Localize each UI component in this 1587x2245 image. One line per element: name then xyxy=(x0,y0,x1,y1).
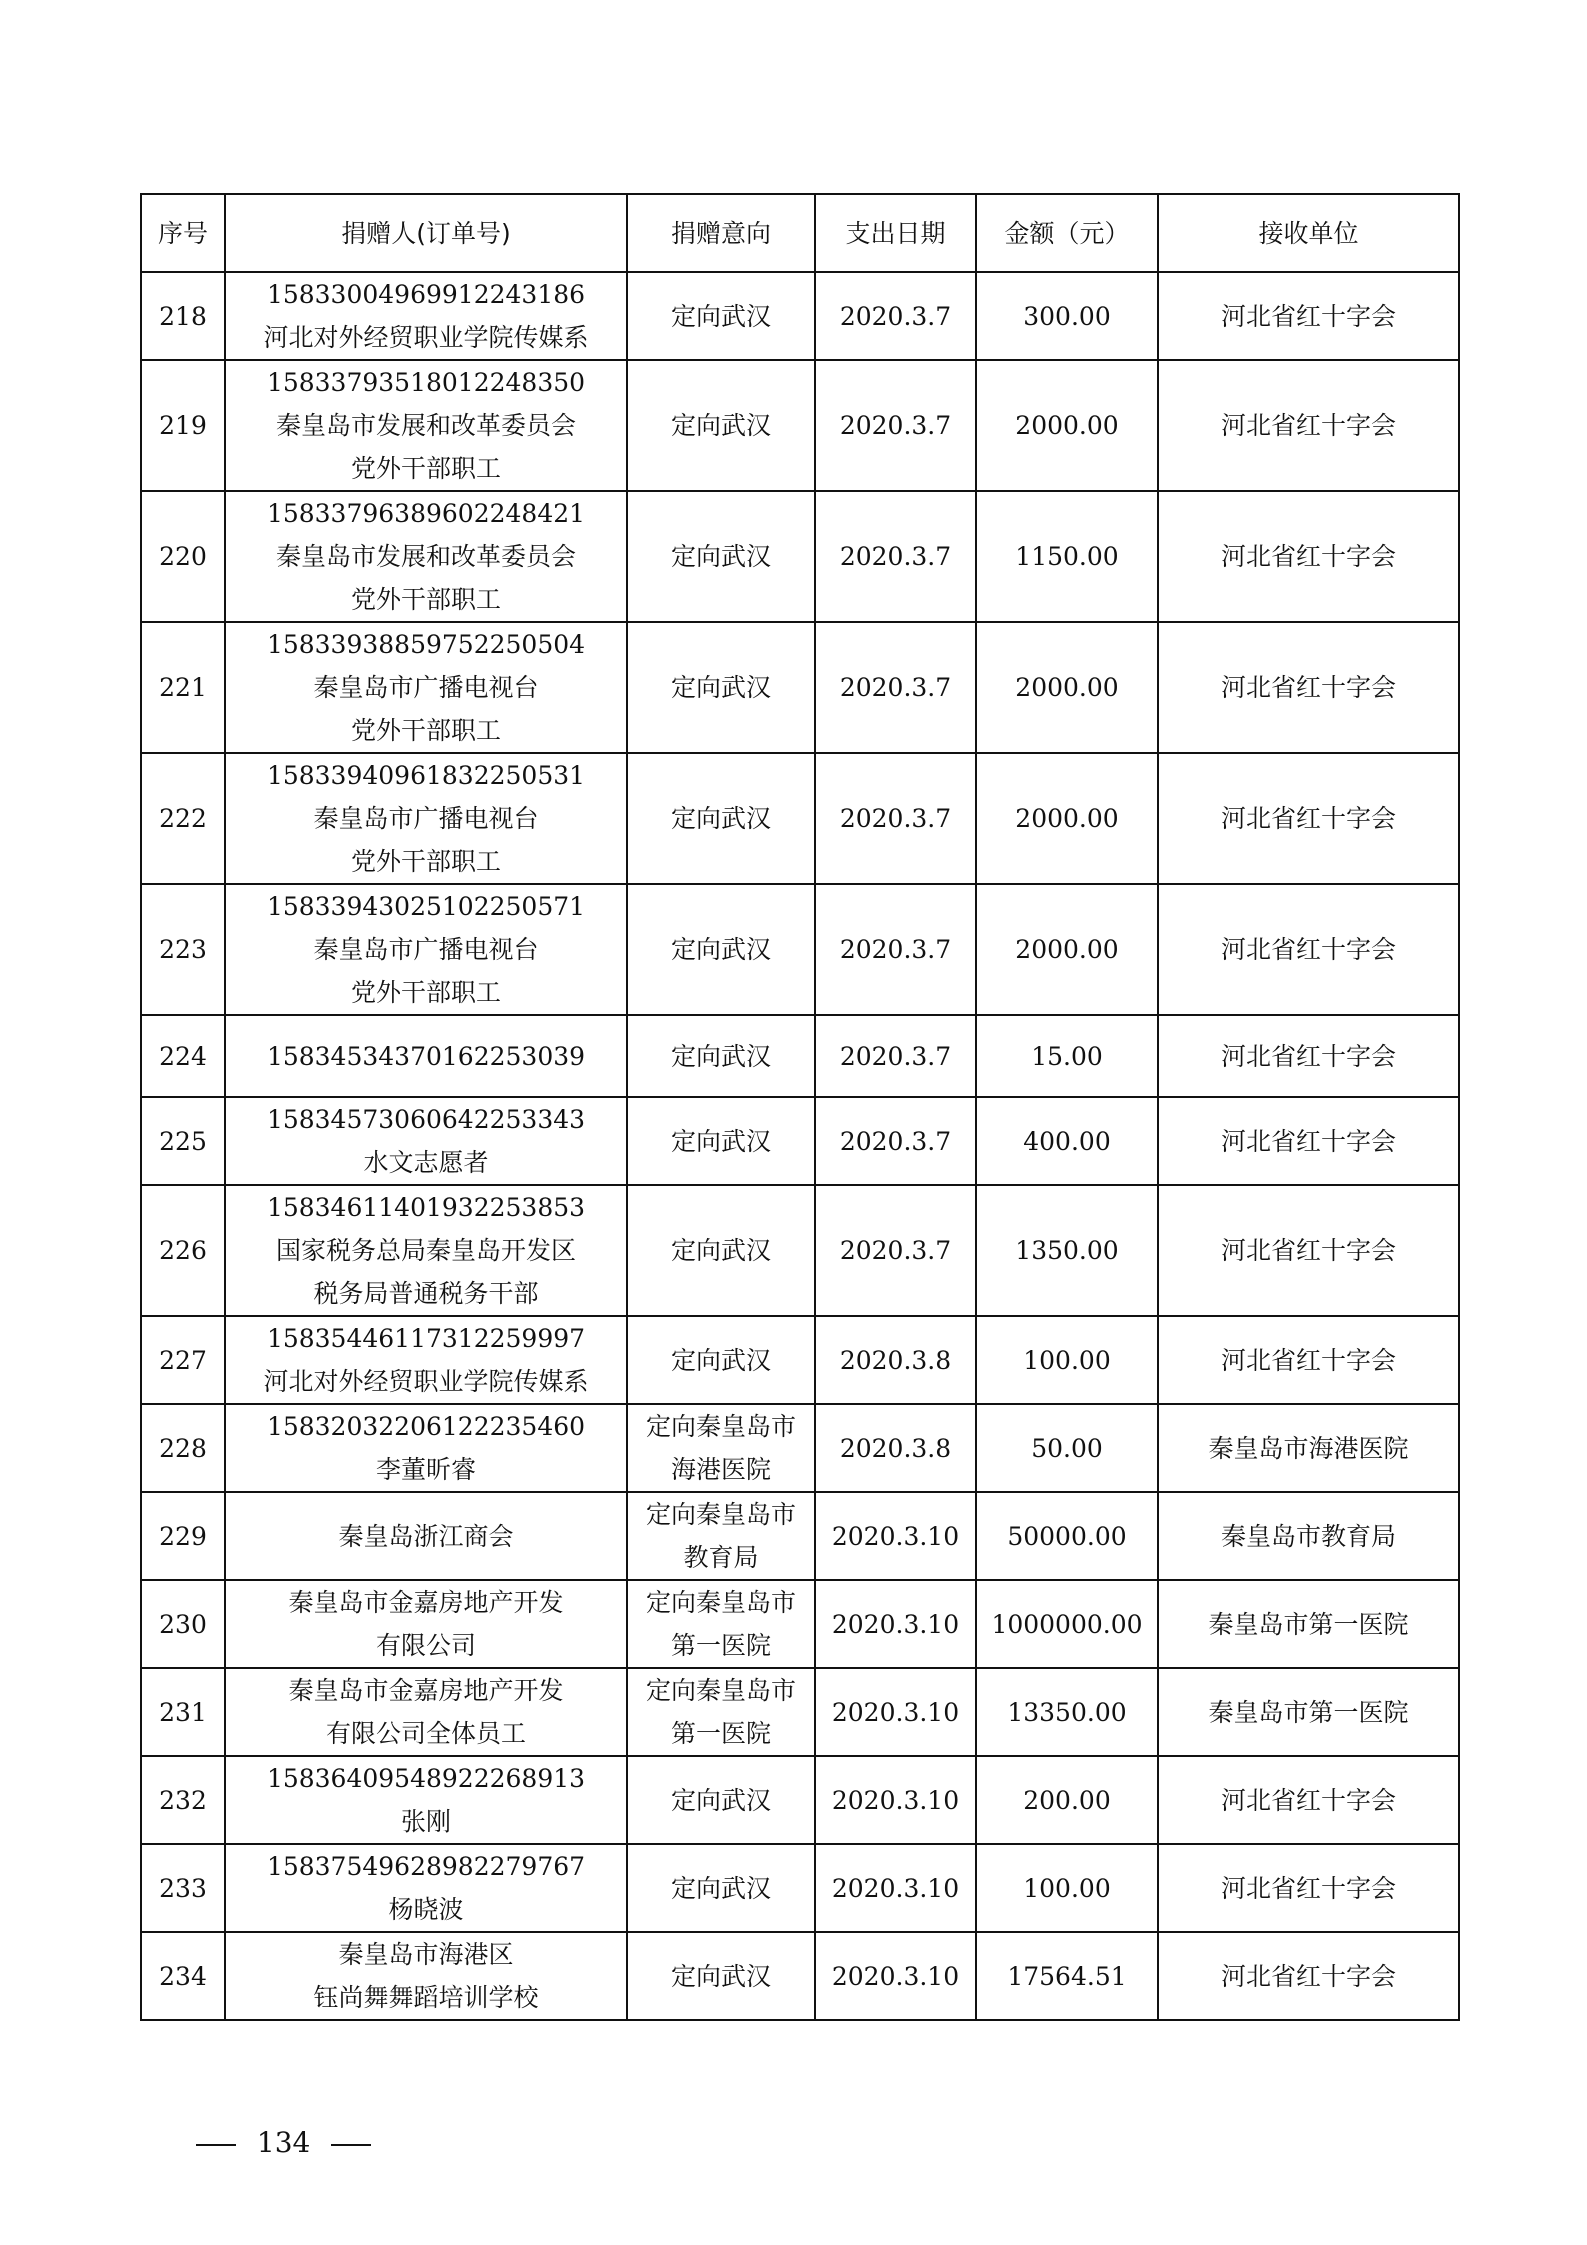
cell-amount: 1150.00 xyxy=(976,491,1158,622)
cell-intent-line: 教育局 xyxy=(683,1543,759,1572)
cell-donor xyxy=(225,884,627,1015)
donation-table xyxy=(140,193,1460,2021)
table-row xyxy=(141,272,1459,360)
cell-donor-line: 15833943025102250571 xyxy=(266,892,586,921)
header-seq: 序号 xyxy=(141,194,225,272)
cell-intent-line: 海港医院 xyxy=(670,1455,771,1484)
table-row xyxy=(141,622,1459,753)
cell-donor xyxy=(225,1844,627,1932)
table-body xyxy=(141,272,1459,2020)
cell-amount: 2000.00 xyxy=(976,622,1158,753)
cell-donor-line: 秦皇岛市金嘉房地产开发 xyxy=(288,1588,564,1617)
cell-intent-line: 定向秦皇岛市 xyxy=(645,1588,796,1617)
cell-date: 2020.3.7 xyxy=(815,1185,976,1316)
cell-donor-line: 15834611401932253853 xyxy=(266,1193,586,1222)
table-row xyxy=(141,1668,1459,1756)
cell-recipient: 河北省红十字会 xyxy=(1158,1756,1459,1844)
cell-seq: 227 xyxy=(141,1316,225,1404)
cell-amount: 2000.00 xyxy=(976,884,1158,1015)
cell-intent-line: 定向武汉 xyxy=(670,1873,771,1903)
header-date: 支出日期 xyxy=(815,194,976,272)
cell-intent-line: 第一医院 xyxy=(670,1719,771,1748)
table-header-row xyxy=(141,194,1459,272)
cell-donor-line: 河北对外经贸职业学院传媒系 xyxy=(263,323,589,352)
cell-date: 2020.3.8 xyxy=(815,1316,976,1404)
cell-seq: 221 xyxy=(141,622,225,753)
cell-donor-line: 有限公司 xyxy=(375,1631,476,1660)
table-row xyxy=(141,1844,1459,1932)
cell-intent xyxy=(627,1185,815,1316)
cell-recipient: 河北省红十字会 xyxy=(1158,1097,1459,1185)
footer-dash-left xyxy=(196,2144,236,2146)
cell-intent-line: 定向武汉 xyxy=(670,301,771,331)
cell-donor xyxy=(225,622,627,753)
page-footer xyxy=(196,2126,371,2159)
cell-amount: 50.00 xyxy=(976,1404,1158,1492)
cell-donor-line: 秦皇岛市海港区 xyxy=(338,1940,514,1969)
table-row xyxy=(141,491,1459,622)
cell-donor-line: 15836409548922268913 xyxy=(266,1764,586,1793)
header-amount: 金额（元） xyxy=(976,194,1158,272)
cell-donor-line: 15832032206122235460 xyxy=(266,1412,586,1441)
cell-date: 2020.3.10 xyxy=(815,1756,976,1844)
cell-amount: 1350.00 xyxy=(976,1185,1158,1316)
cell-intent-line: 定向秦皇岛市 xyxy=(645,1676,796,1705)
cell-date: 2020.3.10 xyxy=(815,1668,976,1756)
cell-intent-line: 定向武汉 xyxy=(670,411,771,440)
cell-donor-line: 秦皇岛浙江商会 xyxy=(338,1521,514,1551)
table-row xyxy=(141,1580,1459,1668)
cell-donor-line: 党外干部职工 xyxy=(350,716,501,745)
cell-intent xyxy=(627,360,815,491)
header-intent: 捐赠意向 xyxy=(627,194,815,272)
cell-amount: 13350.00 xyxy=(976,1668,1158,1756)
cell-seq: 231 xyxy=(141,1668,225,1756)
cell-intent-line: 定向武汉 xyxy=(670,673,771,702)
cell-date: 2020.3.8 xyxy=(815,1404,976,1492)
cell-donor-line: 15837549628982279767 xyxy=(266,1852,586,1881)
cell-intent-line: 定向武汉 xyxy=(670,542,771,571)
cell-seq: 228 xyxy=(141,1404,225,1492)
cell-intent xyxy=(627,491,815,622)
cell-donor-line: 秦皇岛市金嘉房地产开发 xyxy=(288,1676,564,1705)
cell-intent-line: 定向秦皇岛市 xyxy=(645,1412,796,1441)
cell-intent-line: 定向武汉 xyxy=(670,1126,771,1156)
cell-donor-line: 15834534370162253039 xyxy=(266,1041,586,1071)
cell-intent-line: 定向武汉 xyxy=(670,935,771,964)
cell-donor-line: 15835446117312259997 xyxy=(266,1324,586,1353)
cell-date: 2020.3.7 xyxy=(815,360,976,491)
cell-donor-line: 党外干部职工 xyxy=(350,585,501,614)
cell-donor xyxy=(225,360,627,491)
cell-donor xyxy=(225,753,627,884)
cell-intent xyxy=(627,753,815,884)
cell-donor xyxy=(225,272,627,360)
cell-intent-line: 定向武汉 xyxy=(670,1961,771,1991)
cell-seq: 233 xyxy=(141,1844,225,1932)
page-number: 134 xyxy=(256,2126,311,2159)
cell-intent xyxy=(627,1097,815,1185)
cell-amount: 100.00 xyxy=(976,1844,1158,1932)
cell-amount: 15.00 xyxy=(976,1015,1158,1097)
cell-date: 2020.3.7 xyxy=(815,1015,976,1097)
cell-recipient: 河北省红十字会 xyxy=(1158,360,1459,491)
cell-donor xyxy=(225,1668,627,1756)
cell-intent xyxy=(627,622,815,753)
cell-date: 2020.3.7 xyxy=(815,491,976,622)
cell-donor-line: 河北对外经贸职业学院传媒系 xyxy=(263,1367,589,1396)
cell-intent xyxy=(627,1580,815,1668)
cell-recipient: 河北省红十字会 xyxy=(1158,1015,1459,1097)
cell-intent xyxy=(627,1316,815,1404)
cell-donor-line: 15834573060642253343 xyxy=(266,1105,586,1134)
cell-donor-line: 党外干部职工 xyxy=(350,454,501,483)
table-row xyxy=(141,1932,1459,2020)
cell-seq: 223 xyxy=(141,884,225,1015)
cell-intent-line: 定向武汉 xyxy=(670,1345,771,1375)
cell-donor-line: 张刚 xyxy=(400,1807,451,1836)
cell-intent-line: 定向武汉 xyxy=(670,1236,771,1265)
cell-date: 2020.3.7 xyxy=(815,884,976,1015)
cell-seq: 218 xyxy=(141,272,225,360)
cell-donor-line: 秦皇岛市广播电视台 xyxy=(313,804,539,833)
cell-donor-line: 李董昕睿 xyxy=(375,1455,476,1484)
cell-date: 2020.3.7 xyxy=(815,1097,976,1185)
cell-date: 2020.3.7 xyxy=(815,272,976,360)
table-row xyxy=(141,1185,1459,1316)
cell-donor-line: 党外干部职工 xyxy=(350,847,501,876)
cell-donor-line: 秦皇岛市发展和改革委员会 xyxy=(275,411,576,440)
cell-amount: 2000.00 xyxy=(976,360,1158,491)
cell-donor-line: 杨晓波 xyxy=(388,1895,464,1924)
cell-seq: 232 xyxy=(141,1756,225,1844)
cell-donor-line: 钰尚舞舞蹈培训学校 xyxy=(313,1983,539,2012)
cell-intent-line: 定向秦皇岛市 xyxy=(645,1500,796,1529)
table-row xyxy=(141,1404,1459,1492)
cell-donor xyxy=(225,1932,627,2020)
cell-amount: 50000.00 xyxy=(976,1492,1158,1580)
cell-donor-line: 15833940961832250531 xyxy=(266,761,586,790)
cell-donor xyxy=(225,491,627,622)
cell-recipient: 秦皇岛市第一医院 xyxy=(1158,1580,1459,1668)
cell-amount: 300.00 xyxy=(976,272,1158,360)
cell-seq: 230 xyxy=(141,1580,225,1668)
cell-seq: 220 xyxy=(141,491,225,622)
cell-donor-line: 秦皇岛市广播电视台 xyxy=(313,673,539,702)
cell-amount: 100.00 xyxy=(976,1316,1158,1404)
cell-intent xyxy=(627,1844,815,1932)
cell-donor xyxy=(225,1185,627,1316)
cell-donor xyxy=(225,1404,627,1492)
cell-recipient: 河北省红十字会 xyxy=(1158,1185,1459,1316)
table-row xyxy=(141,1756,1459,1844)
cell-intent-line: 定向武汉 xyxy=(670,1785,771,1815)
footer-dash-right xyxy=(331,2144,371,2146)
cell-seq: 224 xyxy=(141,1015,225,1097)
cell-date: 2020.3.7 xyxy=(815,753,976,884)
cell-seq: 229 xyxy=(141,1492,225,1580)
cell-donor xyxy=(225,1580,627,1668)
cell-donor xyxy=(225,1756,627,1844)
cell-recipient: 河北省红十字会 xyxy=(1158,622,1459,753)
cell-intent xyxy=(627,272,815,360)
cell-recipient: 河北省红十字会 xyxy=(1158,1844,1459,1932)
table-row xyxy=(141,1097,1459,1185)
cell-date: 2020.3.10 xyxy=(815,1844,976,1932)
table-row xyxy=(141,1015,1459,1097)
cell-recipient: 河北省红十字会 xyxy=(1158,1316,1459,1404)
cell-recipient: 河北省红十字会 xyxy=(1158,753,1459,884)
cell-recipient: 秦皇岛市海港医院 xyxy=(1158,1404,1459,1492)
header-donor: 捐赠人(订单号) xyxy=(225,194,627,272)
cell-donor-line: 秦皇岛市广播电视台 xyxy=(313,935,539,964)
cell-donor-line: 15833793518012248350 xyxy=(266,368,586,397)
cell-donor xyxy=(225,1097,627,1185)
cell-recipient: 河北省红十字会 xyxy=(1158,491,1459,622)
table-row xyxy=(141,884,1459,1015)
table-row xyxy=(141,360,1459,491)
cell-seq: 234 xyxy=(141,1932,225,2020)
cell-date: 2020.3.10 xyxy=(815,1932,976,2020)
header-recipient: 接收单位 xyxy=(1158,194,1459,272)
cell-donor-line: 水文志愿者 xyxy=(363,1148,489,1177)
table-row xyxy=(141,1316,1459,1404)
cell-date: 2020.3.10 xyxy=(815,1580,976,1668)
cell-intent xyxy=(627,1756,815,1844)
cell-donor xyxy=(225,1015,627,1097)
cell-recipient: 河北省红十字会 xyxy=(1158,272,1459,360)
cell-intent-line: 定向武汉 xyxy=(670,804,771,833)
table-row xyxy=(141,753,1459,884)
cell-intent-line: 第一医院 xyxy=(670,1631,771,1660)
cell-seq: 225 xyxy=(141,1097,225,1185)
cell-amount: 400.00 xyxy=(976,1097,1158,1185)
cell-donor-line: 15833796389602248421 xyxy=(266,499,586,528)
cell-intent xyxy=(627,1015,815,1097)
cell-donor-line: 有限公司全体员工 xyxy=(325,1719,526,1748)
cell-intent xyxy=(627,1404,815,1492)
cell-donor-line: 税务局普通税务干部 xyxy=(313,1279,539,1308)
cell-seq: 219 xyxy=(141,360,225,491)
table-row xyxy=(141,1492,1459,1580)
cell-donor-line: 党外干部职工 xyxy=(350,978,501,1007)
cell-recipient: 河北省红十字会 xyxy=(1158,884,1459,1015)
cell-amount: 1000000.00 xyxy=(976,1580,1158,1668)
cell-intent xyxy=(627,1492,815,1580)
cell-donor-line: 15833004969912243186 xyxy=(266,280,586,309)
cell-recipient: 秦皇岛市第一医院 xyxy=(1158,1668,1459,1756)
cell-intent xyxy=(627,1668,815,1756)
cell-donor xyxy=(225,1316,627,1404)
cell-seq: 222 xyxy=(141,753,225,884)
cell-amount: 2000.00 xyxy=(976,753,1158,884)
cell-recipient: 河北省红十字会 xyxy=(1158,1932,1459,2020)
cell-intent xyxy=(627,884,815,1015)
cell-donor-line: 国家税务总局秦皇岛开发区 xyxy=(275,1236,576,1265)
cell-date: 2020.3.7 xyxy=(815,622,976,753)
cell-donor-line: 15833938859752250504 xyxy=(266,630,586,659)
cell-recipient: 秦皇岛市教育局 xyxy=(1158,1492,1459,1580)
cell-intent xyxy=(627,1932,815,2020)
cell-donor-line: 秦皇岛市发展和改革委员会 xyxy=(275,542,576,571)
cell-amount: 17564.51 xyxy=(976,1932,1158,2020)
cell-seq: 226 xyxy=(141,1185,225,1316)
cell-donor xyxy=(225,1492,627,1580)
cell-date: 2020.3.10 xyxy=(815,1492,976,1580)
cell-intent-line: 定向武汉 xyxy=(670,1041,771,1071)
cell-amount: 200.00 xyxy=(976,1756,1158,1844)
